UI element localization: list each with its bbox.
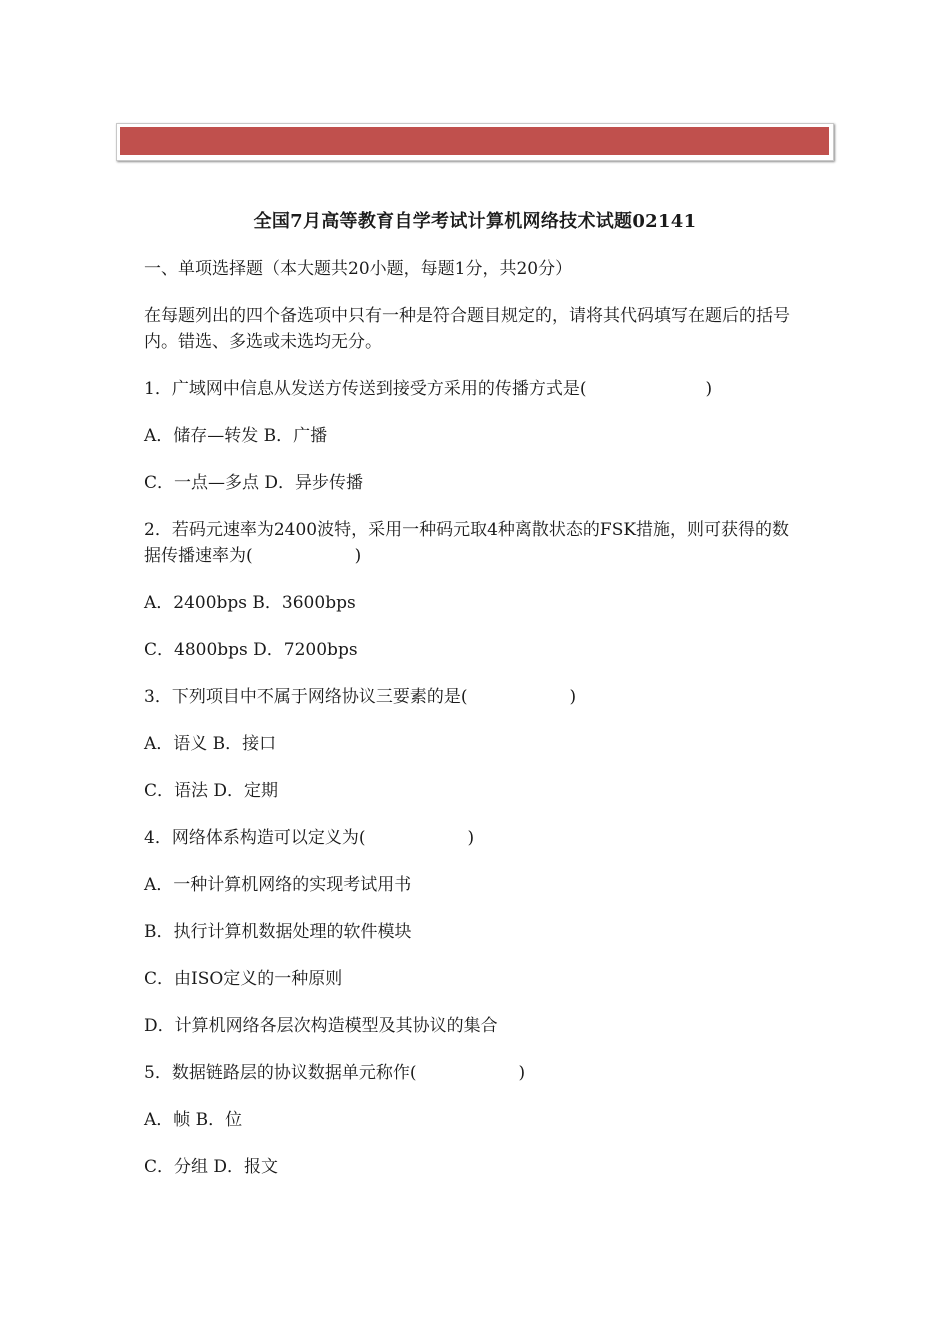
question-1-options-ab: A．储存—转发 B．广播 <box>144 426 328 446</box>
question-2-options-ab: A．2400bps B．3600bps <box>144 593 356 613</box>
section-heading: 一、单项选择题（本大题共20小题，每题1分，共20分） <box>144 259 573 279</box>
question-4-option-b: B．执行计算机数据处理的软件模块 <box>144 922 412 942</box>
question-5-options-cd: C．分组 D．报文 <box>144 1157 279 1177</box>
question-1: 1．广域网中信息从发送方传送到接受方采用的传播方式是( ) <box>144 379 713 399</box>
question-5-options-ab: A．帧 B．位 <box>144 1110 243 1130</box>
question-3-options-cd: C．语法 D．定期 <box>144 781 279 801</box>
document-body <box>144 256 804 1201</box>
document-title: 全国7月高等教育自学考试计算机网络技术试题02141 <box>253 211 697 232</box>
question-4: 4．网络体系构造可以定义为( ) <box>144 828 475 848</box>
question-3: 3．下列项目中不属于网络协议三要素的是( ) <box>144 687 577 707</box>
question-2: 2．若码元速率为2400波特，采用一种码元取4种离散状态的FSK措施，则可获得的数据传播速率为( ) <box>144 520 790 566</box>
question-4-option-d: D．计算机网络各层次构造模型及其协议的集合 <box>144 1016 498 1036</box>
question-4-option-c: C．由ISO定义的一种原则 <box>144 969 343 989</box>
header-banner <box>116 123 834 161</box>
section-instruction: 在每题列出的四个备选项中只有一种是符合题目规定的，请将其代码填写在题后的括号内。错选、多选或未选均无分。 <box>144 306 790 352</box>
question-1-options-cd: C．一点—多点 D．异步传播 <box>144 473 364 493</box>
question-3-options-ab: A．语义 B．接口 <box>144 734 277 754</box>
question-2-options-cd: C．4800bps D．7200bps <box>144 640 358 660</box>
question-4-option-a: A．一种计算机网络的实现考试用书 <box>144 875 412 895</box>
question-5: 5．数据链路层的协议数据单元称作( ) <box>144 1063 526 1083</box>
header-banner-bar <box>120 127 829 155</box>
